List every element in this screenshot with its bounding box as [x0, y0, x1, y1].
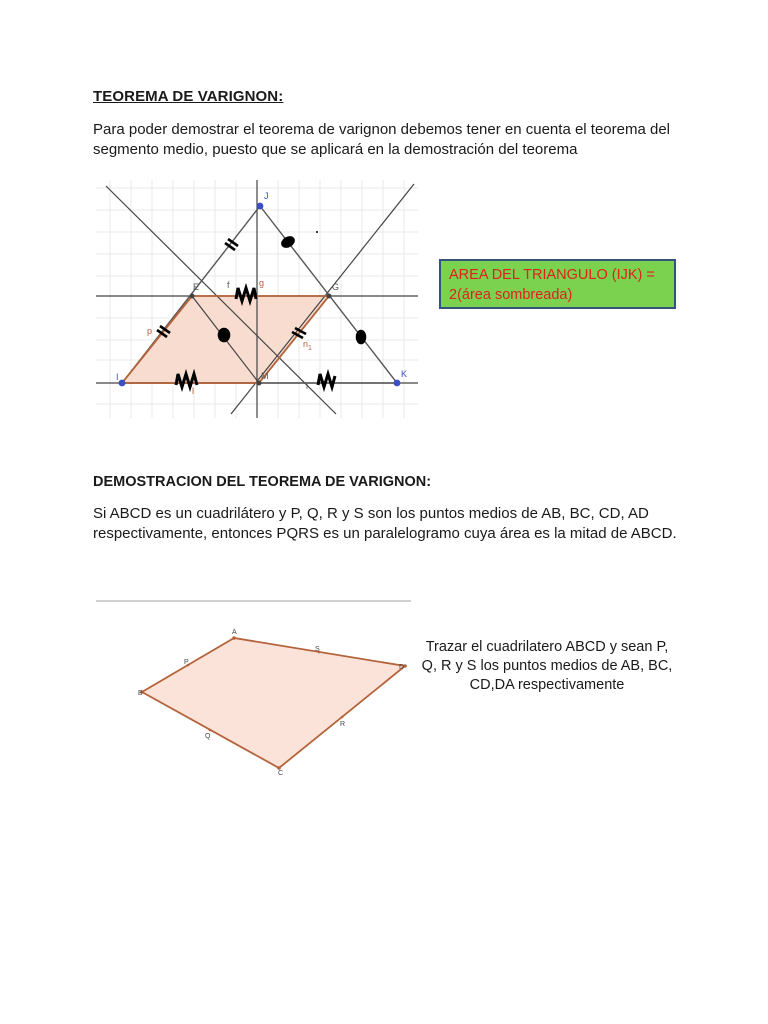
theorem-statement: Si ABCD es un cuadrilátero y P, Q, R y S son los puntos medios de AB, BC, CD, AD respectivamente, entonces PQRS es un paralelogramo cuya área es la mitad de ABCD. [93, 505, 677, 542]
intro-paragraph: Para poder demostrar el teorema de varignon debemos tener en cuenta el teorema del segmento medio, puesto que se aplicará en la demostración del teorema [93, 121, 671, 158]
label-M: M [261, 371, 269, 381]
area-callout-box [439, 259, 676, 309]
label-I: I [116, 372, 119, 382]
proof-title: DEMOSTRACION DEL TEOREMA DE VARIGNON: [93, 474, 432, 490]
label-n1: $n_1$ [303, 339, 312, 352]
section-title: TEOREMA DE VARIGNON: [93, 88, 284, 105]
label-f: f [227, 280, 230, 290]
label-S: S [315, 646, 320, 653]
midsegment-figure [96, 180, 418, 418]
area-callout-line1: AREA DEL TRIANGULO (IJK) = [449, 267, 655, 283]
label-D: D [399, 664, 405, 671]
label-J: J [264, 191, 269, 201]
step-instruction: Trazar el cuadrilatero ABCD y sean P, Q, R y S los puntos medios de AB, BC, CD,DA respectivamente [421, 639, 673, 693]
label-i: i [306, 381, 308, 391]
label-K: K [401, 369, 408, 379]
quadrilateral-abcd [142, 638, 405, 768]
label-C: C [278, 770, 284, 777]
label-p: p [147, 326, 153, 336]
label-Q: Q [205, 733, 211, 740]
label-g: g [259, 278, 265, 288]
label-l: l [192, 386, 194, 396]
area-callout-line2: 2(área sombreada) [449, 287, 573, 303]
label-P: P [184, 659, 189, 666]
divider [96, 600, 411, 602]
quadrilateral-figure [128, 622, 418, 782]
label-E: E [193, 282, 200, 292]
label-G: G [332, 282, 340, 292]
label-R: R [340, 721, 346, 728]
label-B: B [138, 690, 143, 697]
label-A: A [232, 629, 237, 636]
